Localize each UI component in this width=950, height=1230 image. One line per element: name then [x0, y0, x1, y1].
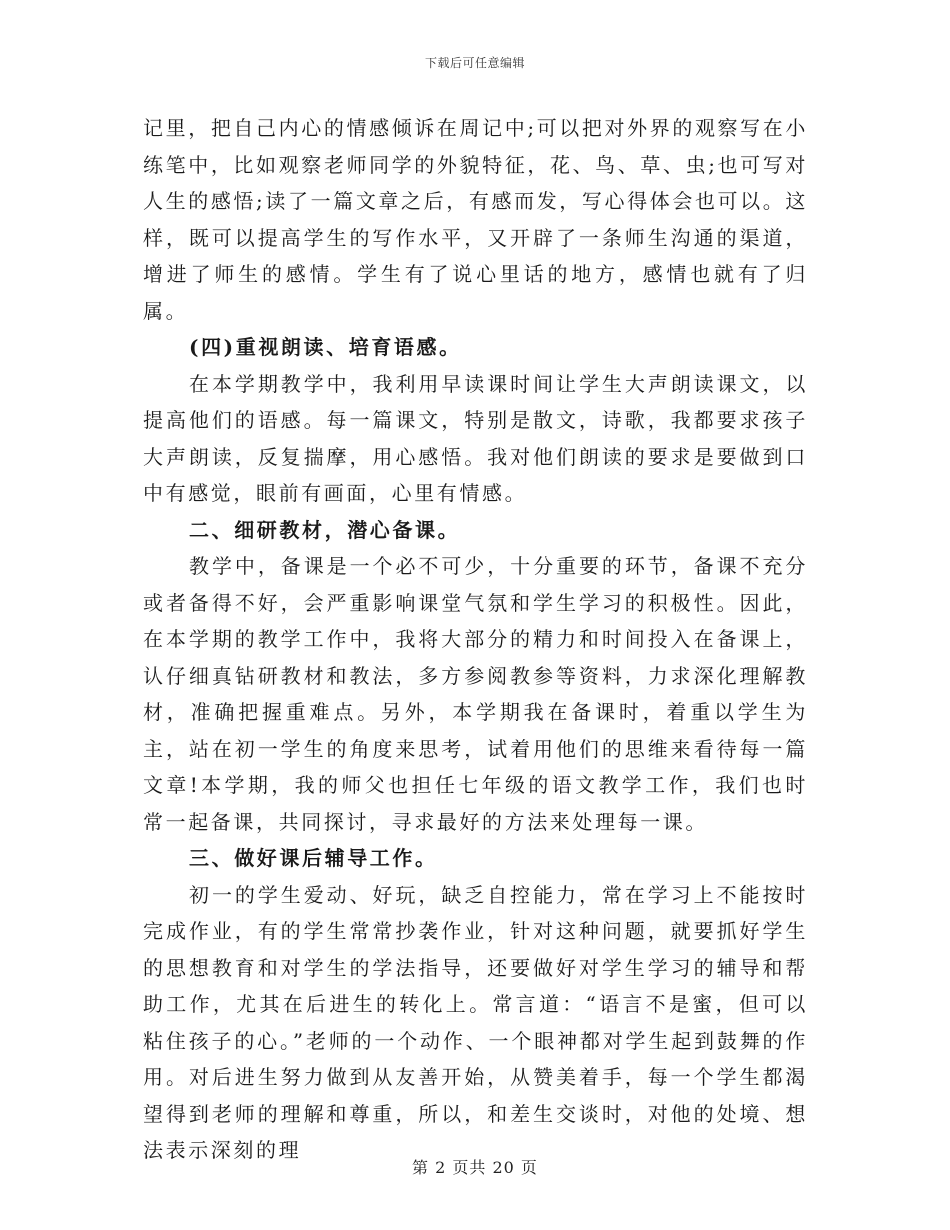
section-heading-lesson-prep: 二、细研教材，潜心备课。 — [189, 517, 461, 542]
paragraph-weekly-journal: 记里，把自己内心的情感倾诉在周记中;可以把对外界的观察写在小练笔中，比如观察老师同学的外貌特征，花、鸟、草、虫;也可写对人生的感悟;读了一篇文章之后，有感而发，写心得体会也可以。这样，既可以提高学生的写作水平，又开辟了一条师生沟通的渠道，增进了师生的感情。学生有了说心里话的地方，感情也就有了归属。 — [143, 116, 808, 323]
paragraph-reading-aloud: 在本学期教学中，我利用早读课时间让学生大声朗读课文，以提高他们的语感。每一篇课文，特别是散文，诗歌，我都要求孩子大声朗读，反复揣摩，用心感悟。我对他们朗读的要求是要做到口中有感觉，眼前有画面，心里有情感。 — [143, 371, 808, 505]
page-header-note: 下载后可任意编辑 — [424, 56, 525, 70]
section-heading-reading: (四)重视朗读、培育语感。 — [189, 335, 462, 359]
document-body — [143, 110, 808, 1169]
section-heading-tutoring: 三、做好课后辅导工作。 — [189, 846, 438, 870]
page-number-footer: 第 2 页共 20 页 — [412, 1158, 538, 1177]
paragraph-lesson-prep: 教学中，备课是一个必不可少，十分重要的环节，备课不充分或者备得不好，会严重影响课堂气氛和学生学习的积极性。因此，在本学期的教学工作中，我将大部分的精力和时间投入在备课上，认仔细真钻研教材和教法，多方参阅教参等资料，力求深化理解教材，准确把握重难点。另外，本学期我在备课时，着重以学生为主，站在初一学生的角度来思考，试着用他们的思维来看待每一篇文章!本学期，我的师父也担任七年级的语文教学工作，我们也时常一起备课，共同探讨，寻求最好的方法来处理每一课。 — [143, 554, 808, 834]
paragraph-tutoring: 初一的学生爱动、好玩，缺乏自控能力，常在学习上不能按时完成作业，有的学生常常抄袭作业，针对这种问题，就要抓好学生的思想教育和对学生的学法指导，还要做好对学生学习的辅导和帮助工作，尤其在后进生的转化上。常言道：“语言不是蜜，但可以粘住孩子的心。”老师的一个动作、一个眼神都对学生起到鼓舞的作用。对后进生努力做到从友善开始，从赞美着手，每一个学生都渴望得到老师的理解和尊重，所以，和差生交谈时，对他的处境、想法表示深刻的理 — [143, 882, 808, 1162]
